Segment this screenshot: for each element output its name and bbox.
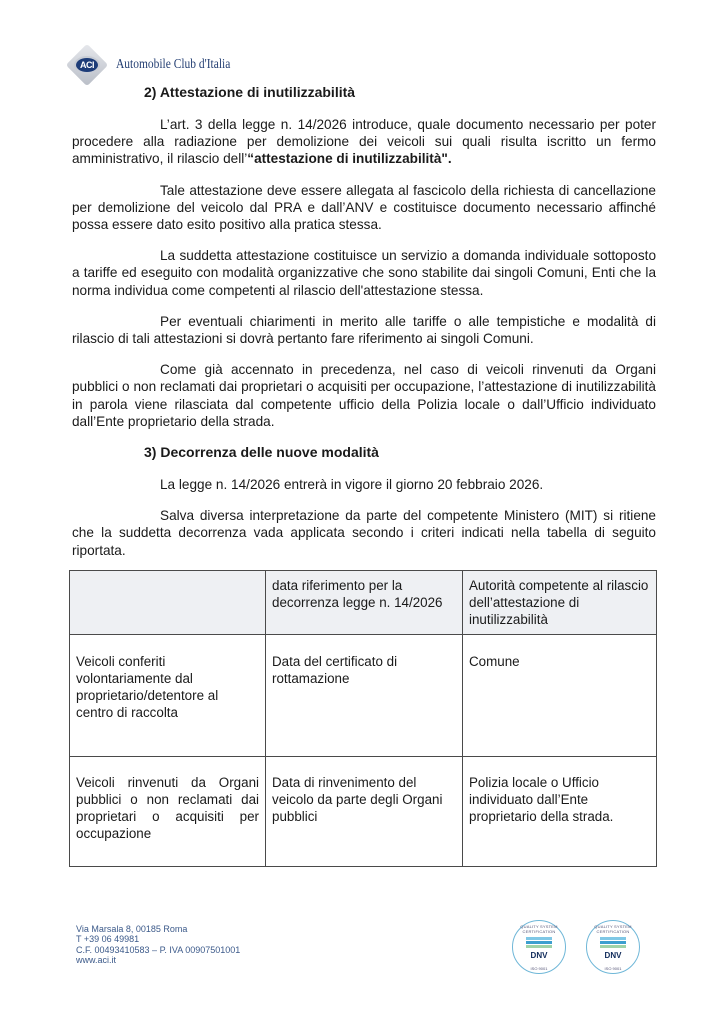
table-header-cell: data riferimento per la decorrenza legge n. 14/2026 xyxy=(266,571,463,635)
section-2-heading: 2) Attestazione di inutilizzabilità xyxy=(144,84,356,100)
aci-logo xyxy=(66,44,255,86)
table-header-cell xyxy=(70,571,266,635)
bold-term: “attestazione di inutilizzabilità". xyxy=(247,151,452,167)
footer-address: Via Marsala 8, 00185 Roma xyxy=(76,924,188,934)
footer-website-link[interactable]: www.aci.it xyxy=(76,955,117,966)
table-cell: Data di rinvenimento del veicolo da parte degli Organi pubblici xyxy=(266,757,463,867)
paragraph: Salva diversa interpretazione da parte del competente Ministero (MIT) si ritiene che la suddetta decorrenza vada applicata secondo i criteri indicati nella tabella di seguito riportata. xyxy=(72,508,656,558)
table-cell: Data del certificato di rottamazione xyxy=(266,635,463,757)
table-cell: Polizia locale o Ufficio individuato dall’Ente proprietario della strada. xyxy=(463,757,657,867)
footer-contact xyxy=(76,924,240,966)
paragraph: L’art. 3 della legge n. 14/2026 introduce, quale documento necessario per poter procedere alla radiazione per demolizione dei veicoli sui quali risulta iscritto un fermo amministrativo, il rilascio dell’“attestazione di inutilizzabilità". xyxy=(72,117,656,167)
aci-emblem-icon: ACI xyxy=(66,44,108,86)
section-3-heading: 3) Decorrenza delle nuove modalità xyxy=(144,444,379,461)
table-cell: Veicoli conferiti volontariamente dal proprietario/detentore al centro di raccolta xyxy=(70,635,266,757)
dnv-certification-icon: QUALITY SYSTEM CERTIFICATION DNV ISO 9001 xyxy=(510,918,568,976)
table-header-row xyxy=(70,571,657,635)
paragraph: La suddetta attestazione costituisce un servizio a domanda individuale sottoposto a tariffe ed eseguito con modalità organizzative che sono stabilite dai singoli Comuni, Enti che la norma individua come competenti al rilascio dell'attestazione stessa. xyxy=(72,248,656,298)
paragraph: Per eventuali chiarimenti in merito alle tariffe o alle tempistiche e modalità di rilascio di tali attestazioni si dovrà pertanto fare riferimento ai singoli Comuni. xyxy=(72,313,656,347)
document-body xyxy=(72,84,656,559)
table-cell: Comune xyxy=(463,635,657,757)
org-name: Automobile Club d'Italia xyxy=(116,57,231,72)
footer-phone: T +39 06 49981 xyxy=(76,934,140,945)
table-cell: Veicoli rinvenuti da Organi pubblici o non reclamati dai proprietari o acquisiti per occupazione xyxy=(70,757,266,867)
decorrenza-table xyxy=(69,570,657,867)
table-row xyxy=(70,635,657,757)
dnv-certification-icon: QUALITY SYSTEM CERTIFICATION DNV ISO 9001 xyxy=(584,918,642,976)
certification-badges xyxy=(510,918,642,976)
paragraph: Tale attestazione deve essere allegata al fascicolo della richiesta di cancellazione per demolizione del veicolo dal PRA e dall’ANV e costituisce documento necessario affinché possa essere dato esito positivo alla pratica stessa. xyxy=(72,182,656,233)
table-header-cell: Autorità competente al rilascio dell’attestazione di inutilizzabilità xyxy=(463,571,657,635)
paragraph: La legge n. 14/2026 entrerà in vigore il giorno 20 febbraio 2026. xyxy=(160,477,544,493)
table-row xyxy=(70,757,657,867)
footer-tax-ids: C.F. 00493410583 – P. IVA 00907501001 xyxy=(76,944,241,955)
paragraph: Come già accennato in precedenza, nel caso di veicoli rinvenuti da Organi pubblici o non reclamati dai proprietari o acquisiti per occupazione, l’attestazione di inutilizzabilità in parola viene rilasciata dal competente ufficio della Polizia locale o dall’Ufficio individuato dall’Ente proprietario della strada. xyxy=(72,362,656,429)
